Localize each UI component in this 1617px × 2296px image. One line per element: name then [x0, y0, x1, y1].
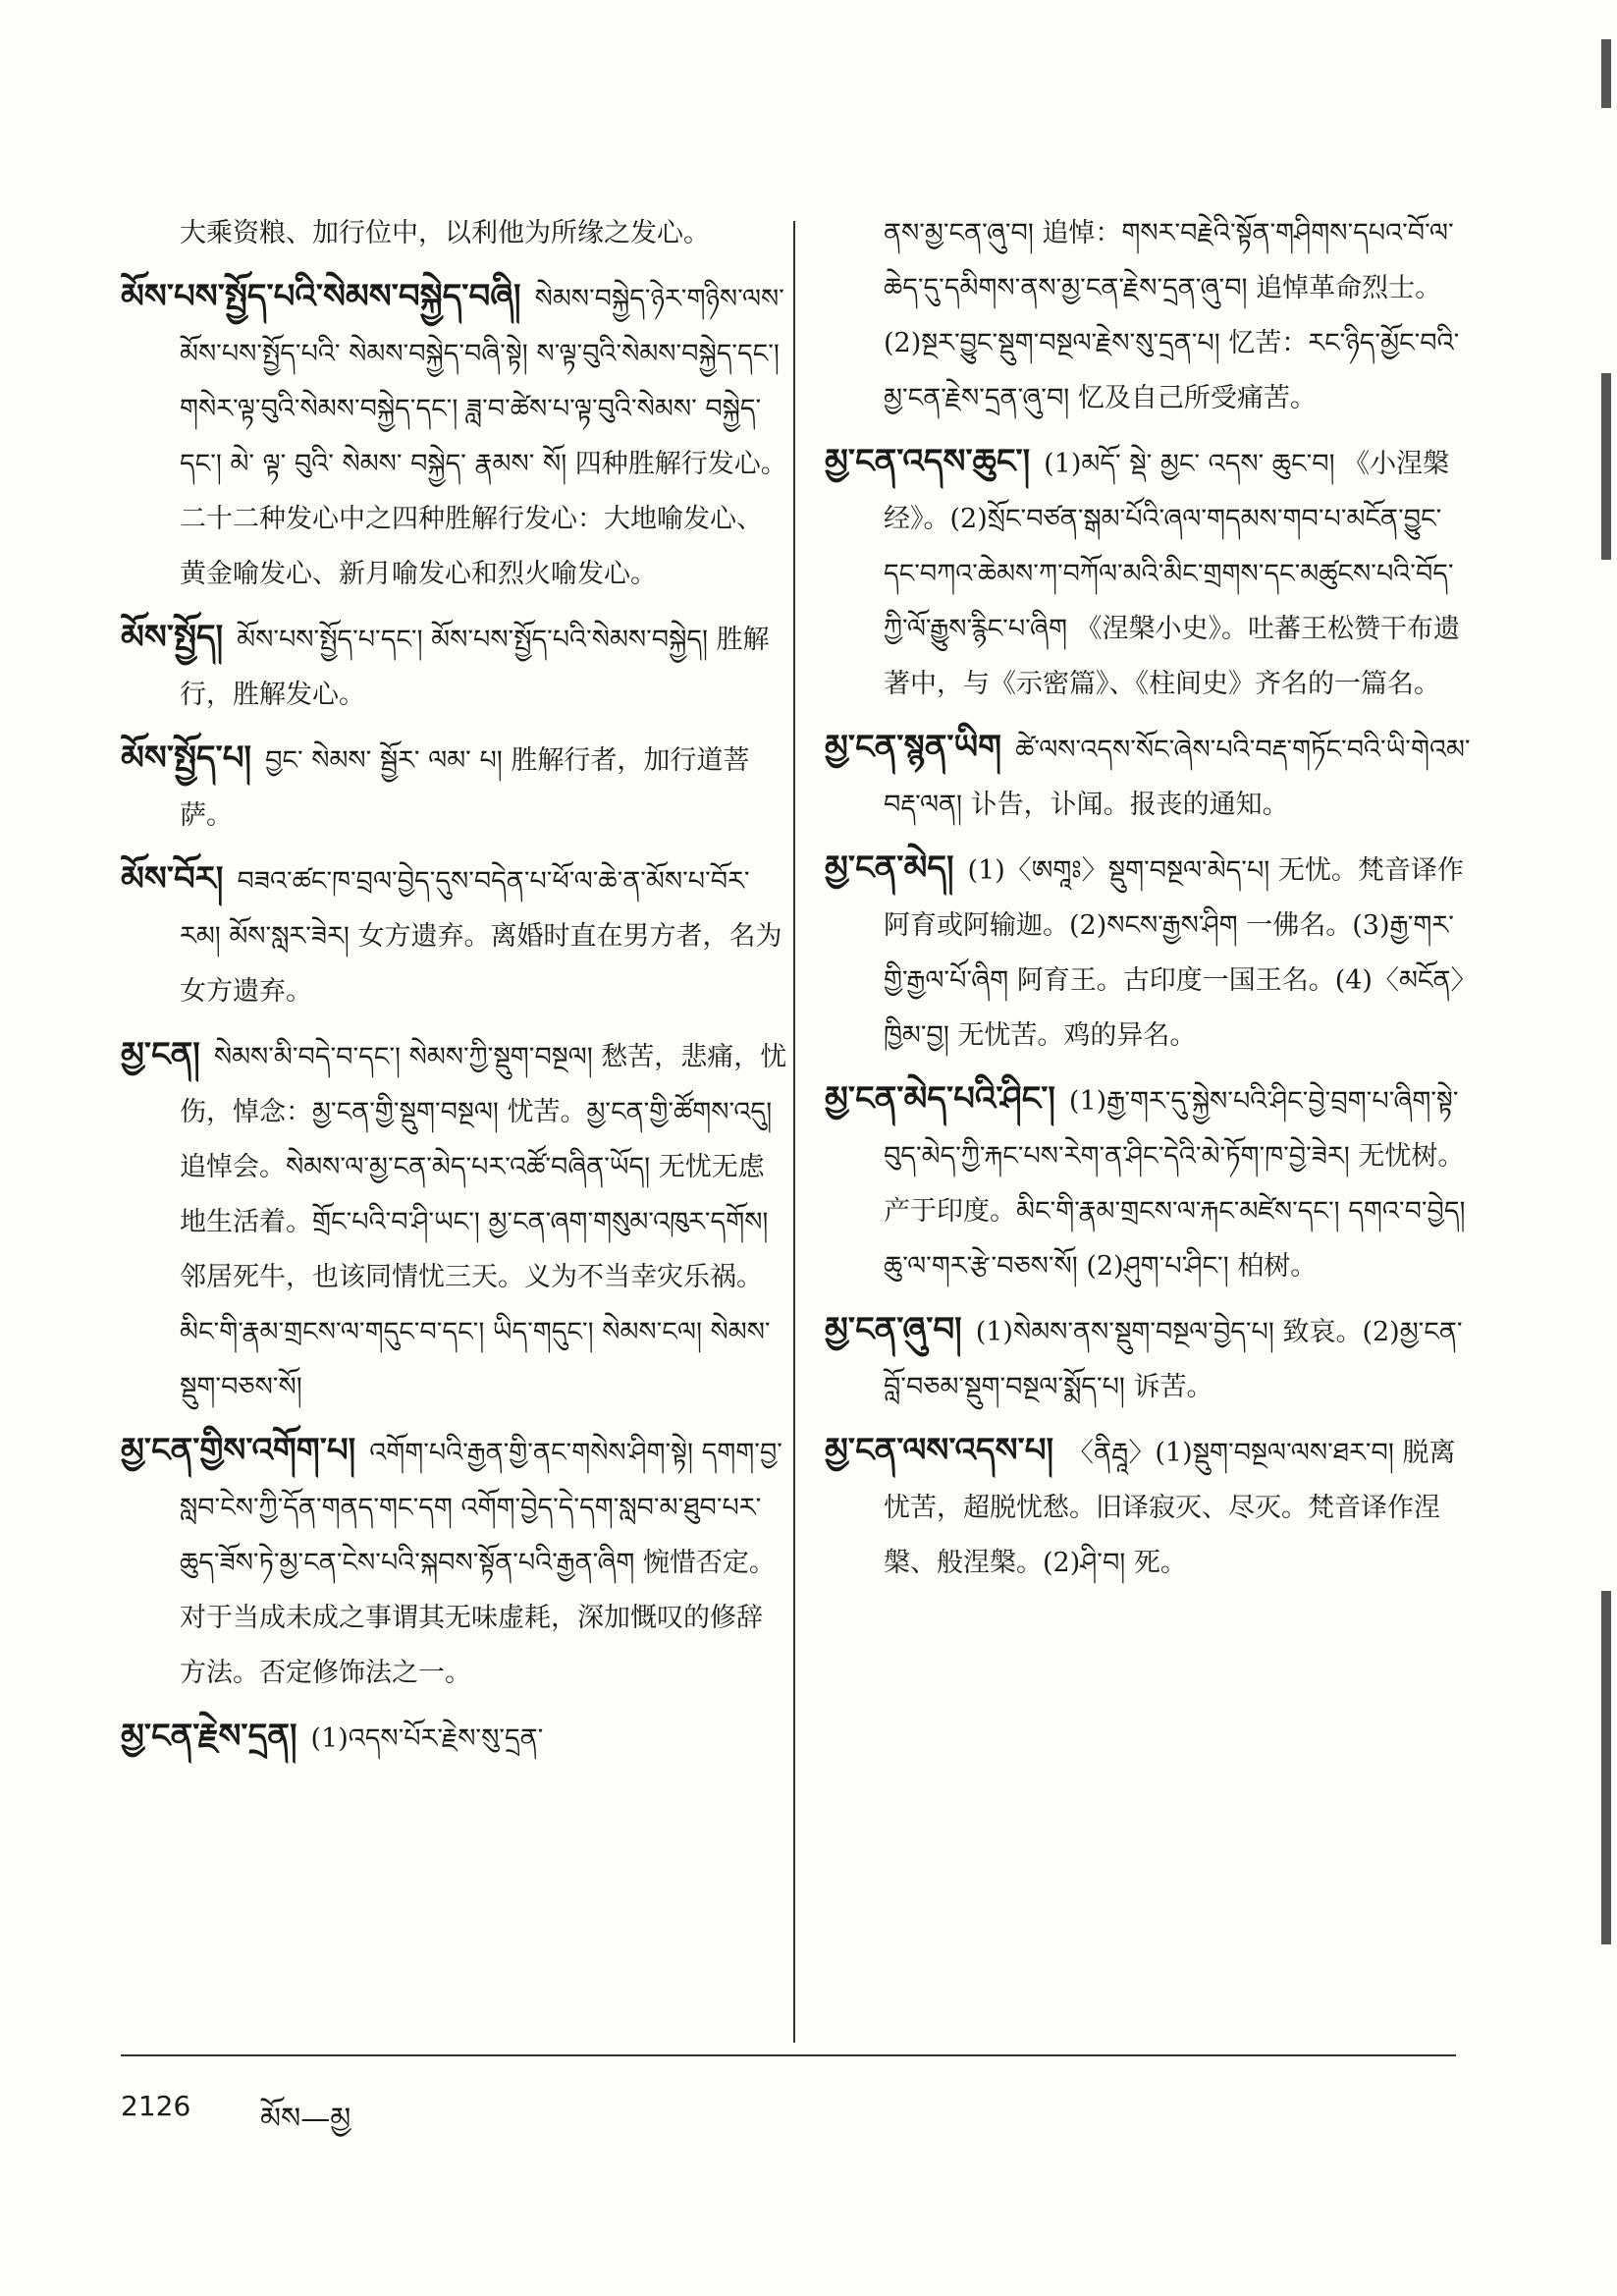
- entry-continuation: 大乘资粮、加行位中，以利他为所缘之发心。: [180, 218, 710, 248]
- scan-edge-mark: [1601, 39, 1611, 108]
- entry-definition: བཟའ་ཚང་ཁ་བྲལ་བྱེད་དུས་བདེན་པ་ཕོ་ལ་ཆེ་ན་མོས་པ་བོར་རམ། མོས་སླར་ཟེར། 女方遗弃。离婚时直在男方者，名为女方遗弃。: [180, 866, 782, 1007]
- entry-headword: མྱ་ངན།: [121, 1035, 200, 1074]
- footer-rule: [121, 2054, 1456, 2056]
- entry-definition: (1)〈ཨགཱཿ〉སྡུག་བསྔལ་མེད་པ། 无忧。梵音译作阿育或阿输迦。(2)སངས་རྒྱས་ཤིག 一佛名。(3)རྒྱ་གར་གྱི་རྒྱལ་པོ་ཞིག 阿育王。古印度一国王名。(4)〈མངོན〉ཁྱིམ་བྱ། 无忧苦。鸡的异名。: [884, 855, 1465, 1051]
- dictionary-entry: [121, 1709, 788, 1767]
- scan-edge-mark: [1601, 373, 1611, 560]
- entry-definition: (1)འདས་པོར་རྗེས་སུ་དྲན་: [310, 1723, 544, 1754]
- entry-definition: སེམས་མི་བདེ་བ་དང་། སེམས་ཀྱི་སྡུག་བསྔལ། 愁苦，悲痛，忧伤，悼念：མྱ་ངན་གྱི་སྡུག་བསྔལ། 忧苦。མྱ་ངན་གྱི་ཚོགས་འདུ། 追悼会。སེམས་ལ་མྱ་ངན་མེད་པར་འཚོ་བཞིན་ཡོད། 无忧无虑地生活着。གྲོང་པའི་བ་ཤི་ཡང་། མྱ་ངན་ཞག་གསུམ་འཁུར་དགོས། 邻居死牛，也该同情忧三天。义为不当幸灾乐祸。མིང་གི་རྣམ་གྲངས་ལ་གདུང་བ་དང་། ཡིད་གདུང་། སེམས་ངལ། སེམས་སྡུག་བཅས་སོ།: [180, 1042, 787, 1402]
- entry-definition: (1)སེམས་ནས་སྡུག་བསྔལ་བྱེད་པ། 致哀。(2)མྱ་ངན་བློ་བཅམ་སྡུག་བསྔལ་སྨོད་པ། 诉苦。: [884, 1317, 1463, 1402]
- entry-definition: 〈ནིརྦཱ〉(1)སྡུག་བསྔལ་ལས་ཐར་བ། 脱离忧苦，超脱忧愁。旧译寂灭、尽灭。梵音译作涅槃、般涅槃。(2)ཤི་བ། 死。: [884, 1438, 1456, 1578]
- dictionary-entry: [825, 720, 1473, 833]
- entry-definition: འགོག་པའི་རྒྱན་གྱི་ནང་གསེས་ཤིག་སྟེ། དགག་བྱ་སླབ་ངེས་ཀྱི་དོན་གནད་གང་དག འགོག་བྱེད་དེ་དག་སླབ་མ་ཐུབ་པར་ཆུད་ཟོས་ཏེ་མྱ་ངན་ངེས་པའི་སྐབས་སྟོན་པའི་རྒྱན་ཞིག 惋惜否定。对于当成未成之事谓其无味虚耗，深加慨叹的修辞方法。否定修饰法之一。: [180, 1438, 782, 1688]
- entry-headword: མྱ་ངན་མེད།: [825, 848, 954, 888]
- entry-definition: (1)རྒྱ་གར་དུ་སྐྱེས་པའི་ཤིང་བྱེ་བྲག་པ་ཞིག་སྟེ་བུད་མེད་ཀྱི་རྐང་པས་རེག་ན་ཤིང་དེའི་མེ་ཏོག་ཁ་བྱེ་ཟེར། 无忧树。产于印度。མིང་གི་རྣམ་གྲངས་ལ་རྐང་མཛེས་དང་། དགའ་བ་བྱེད། ཆུ་ལ་གར་རྩེ་བཅས་སོ། (2)ཤུག་པ་ཤིང་། 柏树。: [884, 1086, 1466, 1282]
- entry-definition: བྱང་ སེམས་ སྦྱོར་ ལམ་ པ། 胜解行者，加行道菩萨。: [180, 745, 750, 831]
- dictionary-entry: [121, 610, 788, 723]
- dictionary-entry: [825, 1302, 1473, 1415]
- right-column: [825, 206, 1473, 1599]
- dictionary-entry: [825, 434, 1473, 712]
- dictionary-entry: [121, 269, 788, 602]
- entry-headword: མྱ་ངན་སྙན་ཡིག: [825, 728, 1002, 767]
- scan-edge-mark: [1601, 1591, 1611, 1944]
- dictionary-entry: [825, 841, 1473, 1064]
- page-number: 2126: [121, 2090, 191, 2122]
- entry-headword: མོས་པས་སྤྱོད་པའི་སེམས་བསྐྱེད་བཞི།: [121, 277, 521, 316]
- entry-headword: མོས་སྤྱོད་པ།: [121, 738, 252, 778]
- entry-definition: སེམས་བསྐྱེད་ཉེར་གཉིས་ལས་མོས་པས་སྤྱོད་པའི་ སེམས་བསྐྱེད་བཞི་སྟེ། ས་ལྟ་བུའི་སེམས་བསྐྱེད་དང་། གསེར་ལྟ་བུའི་སེམས་བསྐྱེད་དང་། ཟླ་བ་ཚེས་པ་ལྟ་བུའི་སེམས་ བསྐྱེད་ དང་། མེ་ ལྟ་ བུའི་ སེམས་ བསྐྱེད་ རྣམས་ སོ། 四种胜解行发心。二十二种发心中之四种胜解行发心：大地喻发心、黄金喻发心、新月喻发心和烈火喻发心。: [180, 284, 787, 589]
- column-divider: [793, 221, 795, 2043]
- entry-continuation: ནས་མྱ་ངན་ཞུ་བ། 追悼：གསར་བརྗེའི་སྟོན་གཤིགས་དཔའ་བོ་ལ་ཆེད་དུ་དམིགས་ནས་མྱ་ངན་རྗེས་དྲན་ཞུ་བ། 追悼革命烈士。(2)སྔར་བྱུང་སྡུག་བསྔལ་རྗེས་སུ་དྲན་པ། 忆苦：རང་ཉིད་མྱོང་བའི་མྱ་ངན་རྗེས་དྲན་ཞུ་བ། 忆及自己所受痛苦。: [884, 218, 1460, 413]
- entry-headword: མྱ་ངན་གྱིས་འགོག་པ།: [121, 1431, 356, 1470]
- entry-headword: མྱ་ངན་ཞུ་བ།: [825, 1310, 962, 1349]
- entry-headword: མྱ་ངན་འདས་ཆུང་།: [825, 442, 1031, 481]
- entry-definition: (1)མདོ་ སྡེ་ མྱང་ འདས་ ཆུང་བ། 《小涅槃经》。(2)སྲོང་བཙན་སྒམ་པོའི་ཞལ་གདམས་གབ་པ་མངོན་བྱུང་དང་བཀའ་ཆེམས་ཀ་བཀོལ་མའི་མིང་གྲགས་དང་མཚུངས་པའི་བོད་ཀྱི་ལོ་རྒྱུས་རྙིང་པ་ཞིག 《涅槃小史》。吐蕃王松赞干布遗著中，与《示密篇》、《柱间史》齐名的一篇名。: [884, 449, 1461, 699]
- entry-headword: མྱ་ངན་མེད་པའི་ཤིང་།: [825, 1079, 1055, 1119]
- dictionary-entry: [121, 1027, 788, 1415]
- dictionary-entry: [825, 1071, 1473, 1294]
- entry-definition: མོས་པས་སྤྱོད་པ་དང་། མོས་པས་སྤྱོད་པའི་སེམས་བསྐྱེད། 胜解行，胜解发心。: [180, 625, 770, 710]
- entry-definition: ཚེ་ལས་འདས་སོང་ཞེས་པའི་བརྡ་གཏོང་བའི་ཡི་གེའམ་བརྡ་ལན། 讣告，讣闻。报丧的通知。: [884, 735, 1471, 820]
- dictionary-entry: [121, 731, 788, 844]
- dictionary-entry: [825, 1423, 1473, 1591]
- dictionary-entry: [121, 1423, 788, 1701]
- entry-headword: མྱ་ངན་ལས་འདས་པ།: [825, 1431, 1054, 1470]
- entry-headword: མོས་བོར།: [121, 859, 224, 899]
- running-head: མོས—མྱ: [260, 2102, 351, 2136]
- entry-headword: མྱ་ངན་རྗེས་དྲན།: [121, 1717, 297, 1756]
- dictionary-entry: [121, 851, 788, 1019]
- entry-headword: མོས་སྤྱོད།: [121, 618, 224, 657]
- left-column: [121, 206, 788, 1775]
